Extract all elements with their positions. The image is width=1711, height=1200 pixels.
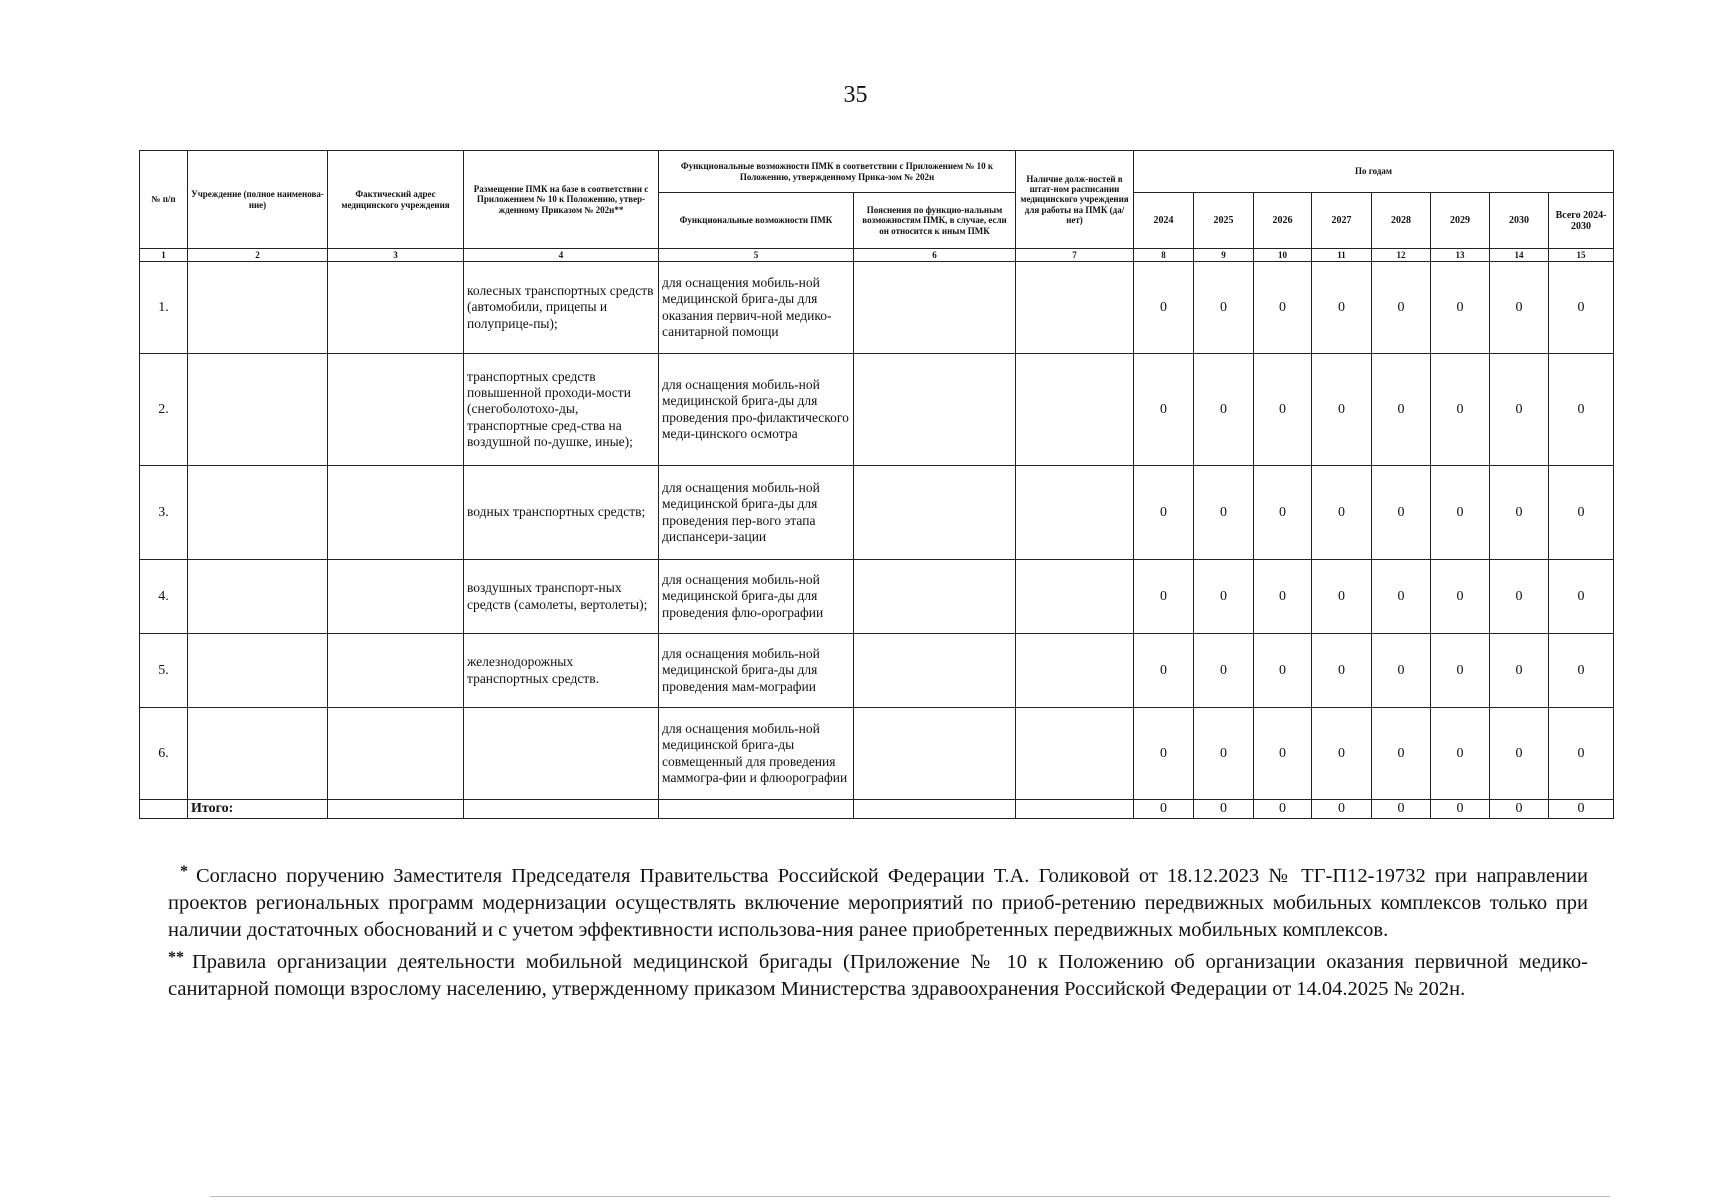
row-number: 3. <box>140 466 188 560</box>
year-value: 0 <box>1254 466 1312 560</box>
total-year-value: 0 <box>1194 800 1254 819</box>
year-total-value: 0 <box>1549 262 1614 354</box>
staff-cell <box>1016 634 1134 708</box>
year-value: 0 <box>1372 634 1431 708</box>
year-value: 0 <box>1312 708 1372 800</box>
year-value: 0 <box>1312 560 1372 634</box>
staff-cell <box>1016 262 1134 354</box>
institution-cell <box>188 466 328 560</box>
year-value: 0 <box>1254 354 1312 466</box>
address-cell <box>328 262 464 354</box>
explanation-cell <box>854 708 1016 800</box>
year-value: 0 <box>1431 560 1490 634</box>
row-number: 5. <box>140 634 188 708</box>
total-year-value: 0 <box>1134 800 1194 819</box>
year-value: 0 <box>1490 354 1549 466</box>
explanation-cell <box>854 466 1016 560</box>
column-number: 8 <box>1134 249 1194 262</box>
column-number: 10 <box>1254 249 1312 262</box>
row-number: 6. <box>140 708 188 800</box>
placement-cell: колесных транспортных средств (автомобили, прицепы и полуприце-пы); <box>464 262 659 354</box>
pmk-table-wrapper <box>139 150 1613 819</box>
staff-cell <box>1016 800 1134 819</box>
header-year: 2025 <box>1194 193 1254 249</box>
year-total-value: 0 <box>1549 466 1614 560</box>
year-value: 0 <box>1134 354 1194 466</box>
functional-cell: для оснащения мобиль-ной медицинской брига-ды совмещенный для проведения маммогра-фии и флюорографии <box>659 708 854 800</box>
total-year-value: 0 <box>1490 800 1549 819</box>
year-value: 0 <box>1134 560 1194 634</box>
year-value: 0 <box>1312 354 1372 466</box>
placement-cell: железнодорожных транспортных средств. <box>464 634 659 708</box>
column-number: 7 <box>1016 249 1134 262</box>
institution-cell <box>188 708 328 800</box>
total-year-value: 0 <box>1312 800 1372 819</box>
functional-cell: для оснащения мобиль-ной медицинской брига-ды для проведения про-филактического меди-цинского осмотра <box>659 354 854 466</box>
total-year-value: 0 <box>1254 800 1312 819</box>
footnotes <box>168 858 1588 1003</box>
bottom-rule <box>210 1196 1610 1197</box>
column-number: 15 <box>1549 249 1614 262</box>
header-staff: Наличие долж-ностей в штат-ном расписании медицинского учреждения для работы на ПМК (да/нет) <box>1016 151 1134 249</box>
year-value: 0 <box>1134 634 1194 708</box>
year-value: 0 <box>1312 466 1372 560</box>
row-number: 4. <box>140 560 188 634</box>
column-number-row <box>140 249 1614 262</box>
row-number: 1. <box>140 262 188 354</box>
year-value: 0 <box>1372 354 1431 466</box>
table-row <box>140 634 1614 708</box>
column-number: 13 <box>1431 249 1490 262</box>
year-value: 0 <box>1490 262 1549 354</box>
column-number: 4 <box>464 249 659 262</box>
total-grand-value: 0 <box>1549 800 1614 819</box>
column-number: 5 <box>659 249 854 262</box>
footnote-marker: * <box>180 863 188 880</box>
explanation-cell <box>854 354 1016 466</box>
year-value: 0 <box>1254 708 1312 800</box>
staff-cell <box>1016 354 1134 466</box>
year-value: 0 <box>1490 708 1549 800</box>
year-total-value: 0 <box>1549 634 1614 708</box>
year-value: 0 <box>1254 560 1312 634</box>
institution-cell <box>188 354 328 466</box>
explanation-cell <box>854 634 1016 708</box>
year-value: 0 <box>1372 466 1431 560</box>
year-value: 0 <box>1194 466 1254 560</box>
header-address: Фактический адрес медицинского учреждения <box>328 151 464 249</box>
functional-cell: для оснащения мобиль-ной медицинской брига-ды для оказания первич-ной медико-санитарной помощи <box>659 262 854 354</box>
year-value: 0 <box>1194 708 1254 800</box>
functional-cell: для оснащения мобиль-ной медицинской брига-ды для проведения пер-вого этапа диспансери-зации <box>659 466 854 560</box>
explanation-cell <box>854 560 1016 634</box>
address-cell <box>328 466 464 560</box>
header-year: 2028 <box>1372 193 1431 249</box>
column-number: 2 <box>188 249 328 262</box>
footnote-1 <box>168 858 1588 944</box>
year-value: 0 <box>1431 262 1490 354</box>
header-year: 2029 <box>1431 193 1490 249</box>
functional-cell: для оснащения мобиль-ной медицинской брига-ды для проведения флю-орографии <box>659 560 854 634</box>
column-number: 3 <box>328 249 464 262</box>
footnote-2 <box>168 944 1588 1003</box>
year-value: 0 <box>1254 634 1312 708</box>
header-explanation: Пояснения по функцио-нальным возможностям ПМК, в случае, если он относится к иным ПМК <box>854 193 1016 249</box>
total-year-value: 0 <box>1431 800 1490 819</box>
institution-cell <box>188 262 328 354</box>
year-value: 0 <box>1312 262 1372 354</box>
address-cell <box>328 800 464 819</box>
year-total-value: 0 <box>1549 354 1614 466</box>
functional-cell <box>659 800 854 819</box>
year-value: 0 <box>1431 708 1490 800</box>
column-number: 14 <box>1490 249 1549 262</box>
placement-cell: водных транспортных средств; <box>464 466 659 560</box>
year-total-value: 0 <box>1549 560 1614 634</box>
header-year-total: Всего 2024-2030 <box>1549 193 1614 249</box>
year-value: 0 <box>1134 262 1194 354</box>
year-value: 0 <box>1134 708 1194 800</box>
header-num: № п/п <box>140 151 188 249</box>
year-value: 0 <box>1431 466 1490 560</box>
year-value: 0 <box>1372 262 1431 354</box>
address-cell <box>328 354 464 466</box>
staff-cell <box>1016 466 1134 560</box>
table-row <box>140 466 1614 560</box>
header-functional: Функциональные возможности ПМК <box>659 193 854 249</box>
placement-cell <box>464 800 659 819</box>
header-year: 2026 <box>1254 193 1312 249</box>
year-value: 0 <box>1431 634 1490 708</box>
year-value: 0 <box>1254 262 1312 354</box>
footnote-text: Согласно поручению Заместителя Председателя Правительства Российской Федерации Т.А. Голиковой от 18.12.2023 № ТГ-П12-19732 при направлении проектов региональных программ модернизации осуществлять включение мероприятий по приоб-ретению передвижных мобильных комплексов только при наличии достаточных обоснований и с учетом эффективности использова-ния ранее приобретенных передвижных мобильных комплексов. <box>168 865 1588 941</box>
column-number: 11 <box>1312 249 1372 262</box>
year-value: 0 <box>1490 560 1549 634</box>
table-row <box>140 354 1614 466</box>
header-year: 2024 <box>1134 193 1194 249</box>
footnote-marker: ** <box>168 949 184 966</box>
total-year-value: 0 <box>1372 800 1431 819</box>
explanation-cell <box>854 800 1016 819</box>
total-label: Итого: <box>188 800 328 819</box>
header-year: 2030 <box>1490 193 1549 249</box>
row-number: 2. <box>140 354 188 466</box>
staff-cell <box>1016 560 1134 634</box>
header-by-year: По годам <box>1134 151 1614 193</box>
year-value: 0 <box>1372 560 1431 634</box>
total-num-cell <box>140 800 188 819</box>
address-cell <box>328 634 464 708</box>
year-value: 0 <box>1194 560 1254 634</box>
total-row <box>140 800 1614 819</box>
table-row <box>140 708 1614 800</box>
institution-cell <box>188 560 328 634</box>
year-value: 0 <box>1134 466 1194 560</box>
footnote-text: Правила организации деятельности мобильной медицинской бригады (Приложение № 10 к Положению об организации оказания первичной медико-санитарной помощи взрослому населению, утвержденному приказом Министерства здравоохранения Российской Федерации от 14.04.2025 № 202н. <box>168 951 1588 1000</box>
column-number: 6 <box>854 249 1016 262</box>
header-functional-group: Функциональные возможности ПМК в соответствии с Приложением № 10 к Положению, утвержденному Прика-зом № 202н <box>659 151 1016 193</box>
column-number: 1 <box>140 249 188 262</box>
year-value: 0 <box>1490 466 1549 560</box>
header-institution: Учреждение (полное наименова-ние) <box>188 151 328 249</box>
pmk-table <box>139 150 1614 819</box>
header-year: 2027 <box>1312 193 1372 249</box>
year-total-value: 0 <box>1549 708 1614 800</box>
table-row <box>140 560 1614 634</box>
column-number: 9 <box>1194 249 1254 262</box>
functional-cell: для оснащения мобиль-ной медицинской брига-ды для проведения мам-мографии <box>659 634 854 708</box>
year-value: 0 <box>1194 354 1254 466</box>
header-placement: Размещение ПМК на базе в соответствии с Приложением № 10 к Положению, утвер-жденному Приказом № 202н** <box>464 151 659 249</box>
placement-cell <box>464 708 659 800</box>
column-number: 12 <box>1372 249 1431 262</box>
table-row <box>140 262 1614 354</box>
address-cell <box>328 560 464 634</box>
explanation-cell <box>854 262 1016 354</box>
address-cell <box>328 708 464 800</box>
year-value: 0 <box>1312 634 1372 708</box>
year-value: 0 <box>1490 634 1549 708</box>
year-value: 0 <box>1194 634 1254 708</box>
year-value: 0 <box>1372 708 1431 800</box>
page-number: 35 <box>843 82 868 108</box>
year-value: 0 <box>1194 262 1254 354</box>
institution-cell <box>188 634 328 708</box>
year-value: 0 <box>1431 354 1490 466</box>
placement-cell: воздушных транспорт-ных средств (самолеты, вертолеты); <box>464 560 659 634</box>
staff-cell <box>1016 708 1134 800</box>
placement-cell: транспортных средств повышенной проходи-мости (снегоболотохо-ды, транспортные сред-ства на воздушной по-душке, иные); <box>464 354 659 466</box>
